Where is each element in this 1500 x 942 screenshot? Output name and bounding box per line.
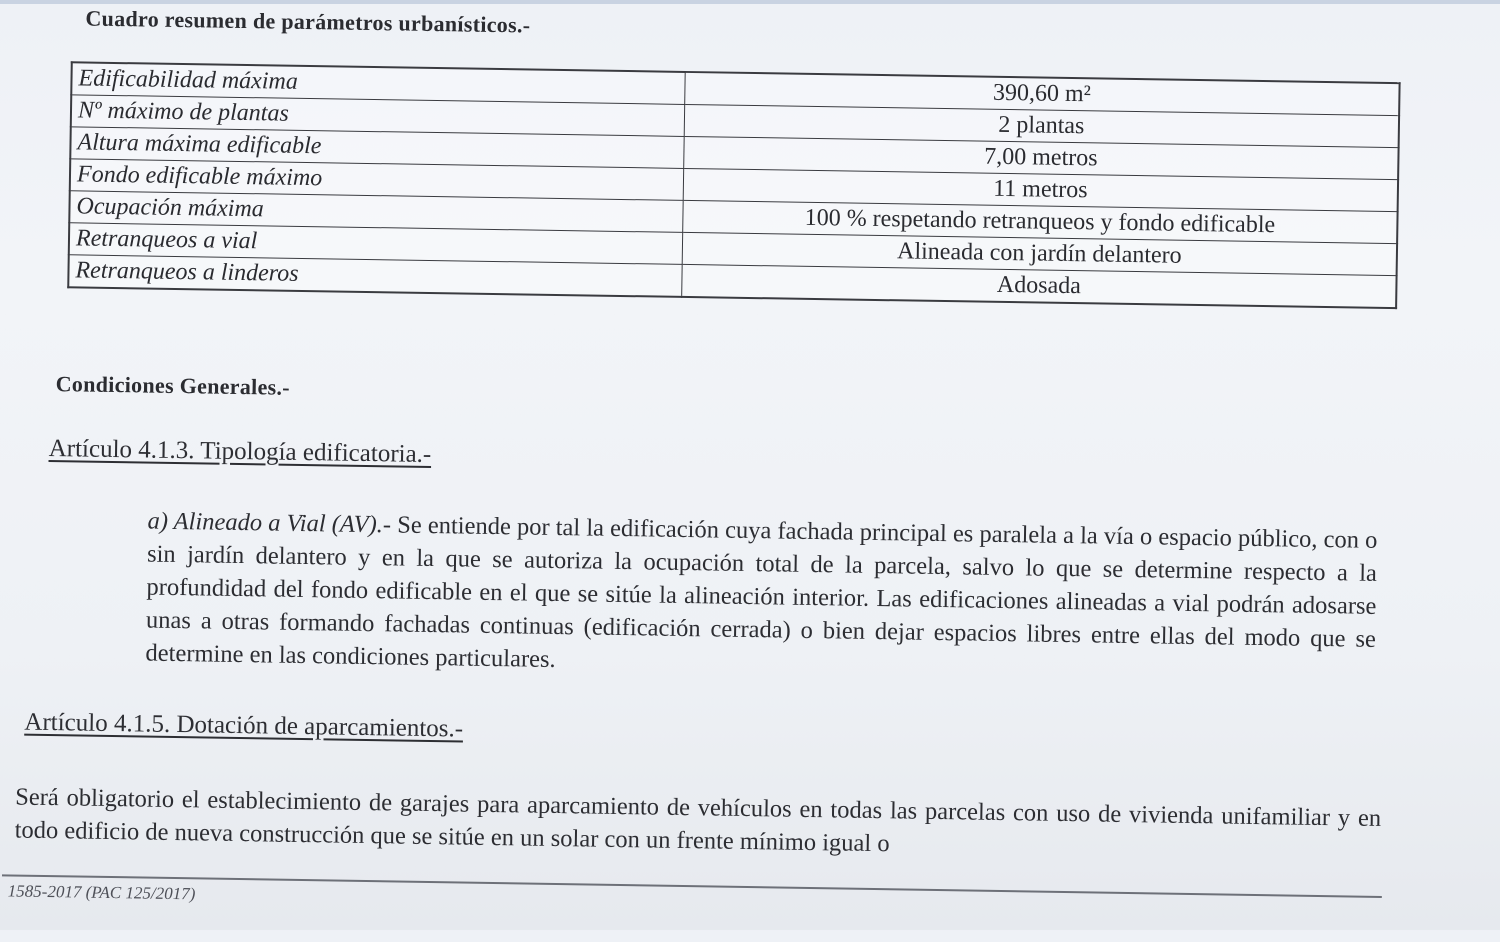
param-label: Ocupación máxima [69,191,683,233]
param-value: 11 metros [683,168,1398,211]
param-label: Retranqueos a vial [69,223,683,265]
parameters-table-wrapper [67,61,1400,309]
footer-reference: 1585-2017 (PAC 125/2017) [7,881,196,904]
param-label: Fondo edificable máximo [70,159,684,201]
general-conditions-heading: Condiciones Generales.- [55,371,291,400]
article-413-text: - Se entiende por tal la edificación cuya fachada principal es paralela a la vía o espacio público, con o sin jardín delantero y en la que se autoriza la ocupación total de la parcela, salvo lo que se determine respecto a la profundidad del fondo edificable en el que se sitúe la alineación interior. Las edificaciones alineadas a vial podrán adosarse unas a otras formando fachadas continuas (edificación cerrada) o bien dejar espacios libres entre ellas del modo que se determine en las condiciones particulares. [145,511,1378,673]
article-413-paragraph [145,505,1377,689]
article-415-title: Artículo 4.1.5. Dotación de aparcamientos.- [24,708,464,743]
param-value: 100 % respetando retranqueos y fondo edificable [683,200,1398,243]
summary-heading: Cuadro resumen de parámetros urbanísticos.- [85,5,531,38]
param-value: 2 plantas [684,104,1399,147]
param-label: Edificabilidad máxima [71,62,685,104]
article-415-paragraph: Será obligatorio el establecimiento de garajes para aparcamiento de vehículos en todas las parcelas con uso de vivienda unifamiliar y en todo edificio de nueva construcción que se sitúe en un solar con un frente mínimo igual o [14,783,1382,858]
param-label: Altura máxima edificable [70,127,684,169]
footer-divider [2,874,1382,897]
param-value: Alineada con jardín delantero [682,232,1397,275]
article-413-title: Artículo 4.1.3. Tipología edificatoria.- [48,434,432,469]
param-value: 7,00 metros [684,136,1399,179]
article-413-lead: a) Alineado a Vial (AV). [147,507,384,539]
param-label: Retranqueos a linderos [68,255,682,297]
parameters-table [67,61,1400,309]
param-value: 390,60 m² [685,72,1400,116]
param-value: Adosada [682,264,1397,308]
param-label: Nº máximo de plantas [71,95,685,137]
